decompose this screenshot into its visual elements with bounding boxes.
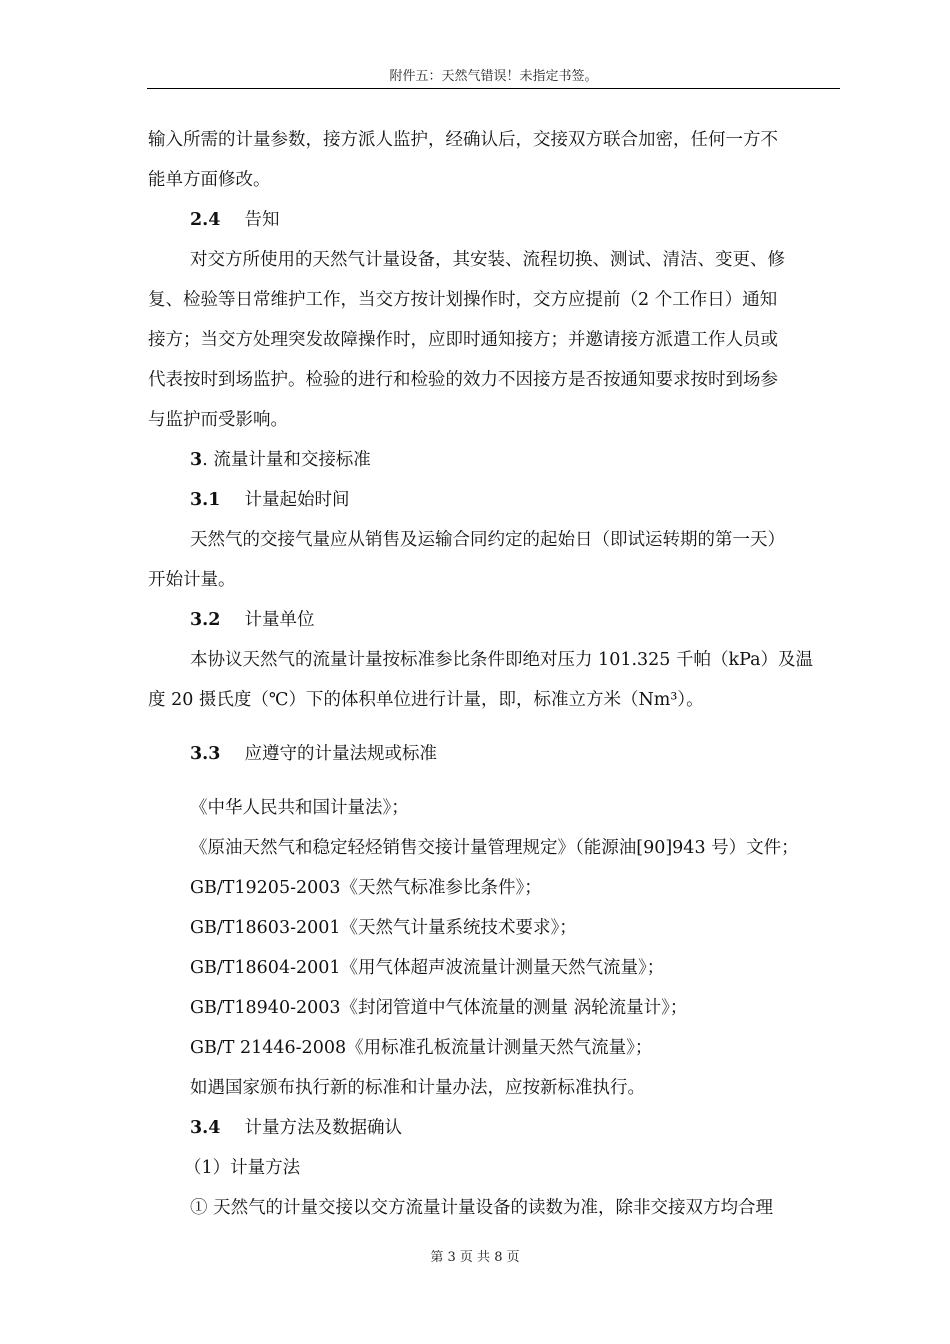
paragraph-line: 本协议天然气的流量计量按标准参比条件即绝对压力 101.325 千帕（kPa）及温 xyxy=(190,650,814,670)
section-title: 应遵守的计量法规或标准 xyxy=(244,744,437,764)
section-number: 3.3 xyxy=(190,744,221,764)
section-number: 3.1 xyxy=(190,490,221,510)
section-title: . 流量计量和交接标准 xyxy=(202,450,371,470)
section-title: 计量方法及数据确认 xyxy=(244,1118,402,1138)
paragraph-line: 复、检验等日常维护工作，当交方按计划操作时，交方应提前（2 个工作日）通知 xyxy=(148,290,778,310)
section-title: 告知 xyxy=(244,210,280,230)
standard-item: GB/T18603-2001《天然气计量系统技术要求》； xyxy=(190,918,577,938)
standard-item: GB/T 21446-2008《用标准孔板流量计测量天然气流量》； xyxy=(190,1038,653,1058)
section-number: 3 xyxy=(190,450,203,470)
section-heading-3-2 xyxy=(148,600,840,640)
page-header: 附件五：天然气错误！未指定书签。 xyxy=(147,66,840,89)
paragraph-line: 与监护而受影响。 xyxy=(148,410,288,430)
section-title: 计量单位 xyxy=(244,610,315,630)
section-heading-3-4 xyxy=(148,1108,840,1148)
paragraph-line: 天然气的交接气量应从销售及运输合同约定的起始日（即试运转期的第一天） xyxy=(190,530,785,550)
paragraph-line: 开始计量。 xyxy=(148,570,236,590)
section-number: 2.4 xyxy=(190,210,221,230)
section-heading-3-1 xyxy=(148,480,840,520)
paragraph-line: 代表按时到场监护。检验的进行和检验的效力不因接方是否按通知要求按时到场参 xyxy=(148,370,778,390)
paragraph-line: 对交方所使用的天然气计量设备，其安装、流程切换、测试、清洁、变更、修 xyxy=(190,250,785,270)
section-heading-3 xyxy=(148,440,840,480)
section-number: 3.2 xyxy=(190,610,221,630)
paragraph-line: 如遇国家颁布执行新的标准和计量办法，应按新标准执行。 xyxy=(190,1078,645,1098)
paragraph-line: 度 20 摄氏度（℃）下的体积单位进行计量，即，标准立方米（Nm³）。 xyxy=(148,690,704,710)
section-number: 3.4 xyxy=(190,1118,221,1138)
standard-item: 《原油天然气和稳定轻烃销售交接计量管理规定》（能源油[90]943 号）文件； xyxy=(190,838,799,858)
subsection-heading: （1）计量方法 xyxy=(184,1158,301,1178)
paragraph-line: 接方；当交方处理突发故障操作时，应即时通知接方；并邀请接方派遣工作人员或 xyxy=(148,330,778,350)
section-title: 计量起始时间 xyxy=(244,490,350,510)
document-body xyxy=(148,120,840,1228)
paragraph-line: 输入所需的计量参数，接方派人监护，经确认后，交接双方联合加密，任何一方不 xyxy=(148,130,778,150)
standard-item: GB/T19205-2003《天然气标准参比条件》； xyxy=(190,878,542,898)
paragraph-line: 能单方面修改。 xyxy=(148,170,271,190)
standard-item: GB/T18604-2001《用气体超声波流量计测量天然气流量》； xyxy=(190,958,665,978)
section-heading-2-4 xyxy=(148,200,840,240)
page-footer: 第 3 页 共 8 页 xyxy=(430,1250,520,1265)
paragraph-line: ① 天然气的计量交接以交方流量计量设备的读数为准，除非交接双方均合理 xyxy=(190,1198,774,1218)
standard-item: GB/T18940-2003《封闭管道中气体流量的测量 涡轮流量计》； xyxy=(190,998,688,1018)
standard-item: 《中华人民共和国计量法》； xyxy=(190,798,409,818)
section-heading-3-3 xyxy=(148,734,840,774)
